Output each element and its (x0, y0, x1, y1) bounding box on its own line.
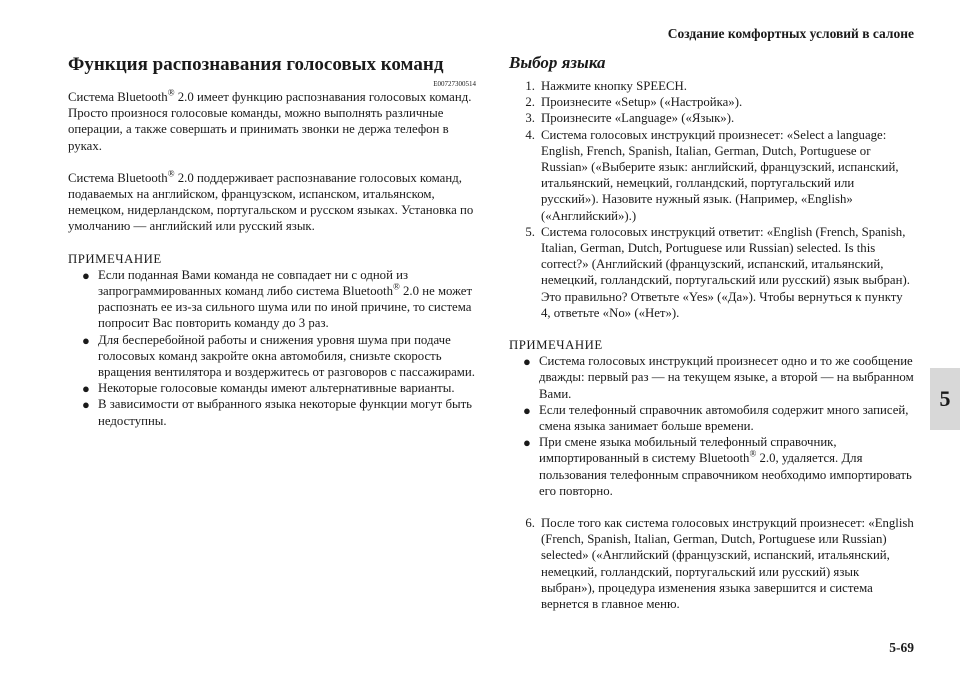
languages-paragraph (68, 170, 476, 235)
note-text-a: Если поданная Вами команда не совпадает ни с одной из запрограммированных команд либо система Bluetooth (98, 267, 409, 299)
bullet-icon: ● (523, 402, 531, 418)
step-item (509, 127, 914, 224)
note-item (68, 396, 476, 428)
registered-mark: ® (167, 168, 175, 179)
usage-paragraph: Просто произнося голосовые команды, можно выполнять различные операции, а также совершать и принимать звонки не держа телефон в руках. (68, 106, 449, 153)
registered-mark: ® (167, 87, 175, 98)
note-text: Некоторые голосовые команды имеют альтернативные варианты. (98, 381, 455, 396)
step-number: 1. (525, 79, 535, 93)
chapter-tab: 5 (930, 368, 960, 430)
step-item (509, 110, 914, 126)
intro-text-b: 2.0 имеет функцию распознавания голосовых команд. (174, 90, 472, 104)
step-text: Система голосовых инструкций ответит: «English (French, Spanish, Italian, German, Dutch, Portuguese или Russian) selected. Is this correct?» (Английский (французский, испанский, итальянский, немецкий, голландский, португальский или русский) язык выбран). Это правильно? Ответьте «Yes» («Да»). Чтобы вернуться к пункту 4, ответьте «No» («Нет»). (541, 224, 910, 320)
note-item (68, 267, 476, 332)
step-text: Нажмите кнопку SPEECH. (541, 79, 687, 93)
step-item (509, 78, 914, 94)
registered-mark: ® (392, 281, 400, 292)
step-text: Система голосовых инструкций произнесет: «Select a language: English, French, Spanish, Italian, German, Dutch, Portuguese or Russian» («Выберите язык: английский, французский, испанский, итальянский, немецкий, голландский, португальский или русский»). Назовите нужный язык. (Например, «English» («Английский»).) (541, 127, 899, 223)
bullet-icon: ● (523, 354, 531, 370)
note-item (68, 332, 476, 381)
step-text: Произнесите «Setup» («Настройка»). (541, 95, 743, 110)
page-number: 5-69 (889, 640, 914, 655)
note-title: ПРИМЕЧАНИЕ (68, 251, 162, 266)
note-list (509, 353, 914, 499)
intro-text-a: Система Bluetooth (68, 90, 168, 104)
note-item (509, 434, 914, 499)
step-item (509, 94, 914, 110)
note-item (509, 402, 914, 434)
left-column (68, 52, 476, 429)
intro-paragraph (68, 89, 476, 105)
bullet-icon: ● (82, 397, 90, 413)
note-list (68, 267, 476, 429)
section-code: E00727300514 (433, 80, 476, 88)
section-title: Функция распознавания голосовых команд (68, 54, 444, 75)
bullet-icon: ● (82, 267, 90, 283)
step-item (509, 224, 914, 321)
step-number: 6. (525, 516, 535, 531)
note-text: В зависимости от выбранного языка некоторые функции могут быть недоступны. (98, 397, 473, 428)
running-header: Создание комфортных условий в салоне (667, 26, 914, 41)
subsection-title: Выбор языка (509, 53, 606, 72)
note-text: Система голосовых инструкций произнесет одно и то же сообщение дважды: первый раз — на текущем языке, а второй — на выбранном Вами. (539, 354, 914, 401)
note-text-b: 2.0 не может распознать ее из-за сильного шума или по иной причине, то система попросит Вас повторить команду до 3 раз. (98, 284, 473, 331)
note-title: ПРИМЕЧАНИЕ (509, 338, 603, 353)
note-item (68, 380, 476, 396)
bullet-icon: ● (523, 435, 531, 451)
note-text: Для бесперебойной работы и снижения уровня шума при подаче голосовых команд закройте окна автомобиля, снизьте скорость вращения вентилятора и воздержитесь от разговоров с пассажирами. (98, 332, 475, 380)
steps-list (509, 78, 914, 321)
step-item (509, 515, 914, 612)
languages-text-a: Система Bluetooth (68, 170, 168, 185)
step-text: После того как система голосовых инструкций произнесет: «English (French, Spanish, Italian, German, Dutch, Portuguese или Russian) selected» («Английский (французский, испанский, итальянский, немецкий, голландский, португальский или русский) язык выбран»), процедура изменения языка завершится и система вернется в главное меню. (541, 516, 914, 612)
final-step-list (509, 515, 914, 612)
note-text-b: 2.0, удаляется. Для пользования телефонным справочником необходимо импортировать его повторно. (539, 451, 912, 498)
note-text: Если телефонный справочник автомобиля содержит много записей, смена языка занимает больше времени. (539, 402, 909, 434)
note-item (509, 353, 914, 402)
step-number: 4. (525, 127, 535, 142)
step-number: 5. (525, 224, 535, 239)
step-number: 2. (525, 95, 535, 110)
right-column (509, 52, 914, 612)
step-text: Произнесите «Language» («Язык»). (541, 111, 735, 126)
bullet-icon: ● (82, 332, 90, 348)
note-text-a: При смене языка мобильный телефонный справочник, импортированный в систему Bluetooth (539, 435, 837, 466)
registered-mark: ® (749, 449, 757, 460)
step-number: 3. (525, 111, 535, 126)
languages-text-b: 2.0 поддерживает распознавание голосовых команд, подаваемых на английском, французском, испанском, итальянском, немецком, нидерландском, португальском и русском языках. Установка по умолчанию — английский или русский язык. (68, 170, 474, 234)
bullet-icon: ● (82, 381, 90, 397)
